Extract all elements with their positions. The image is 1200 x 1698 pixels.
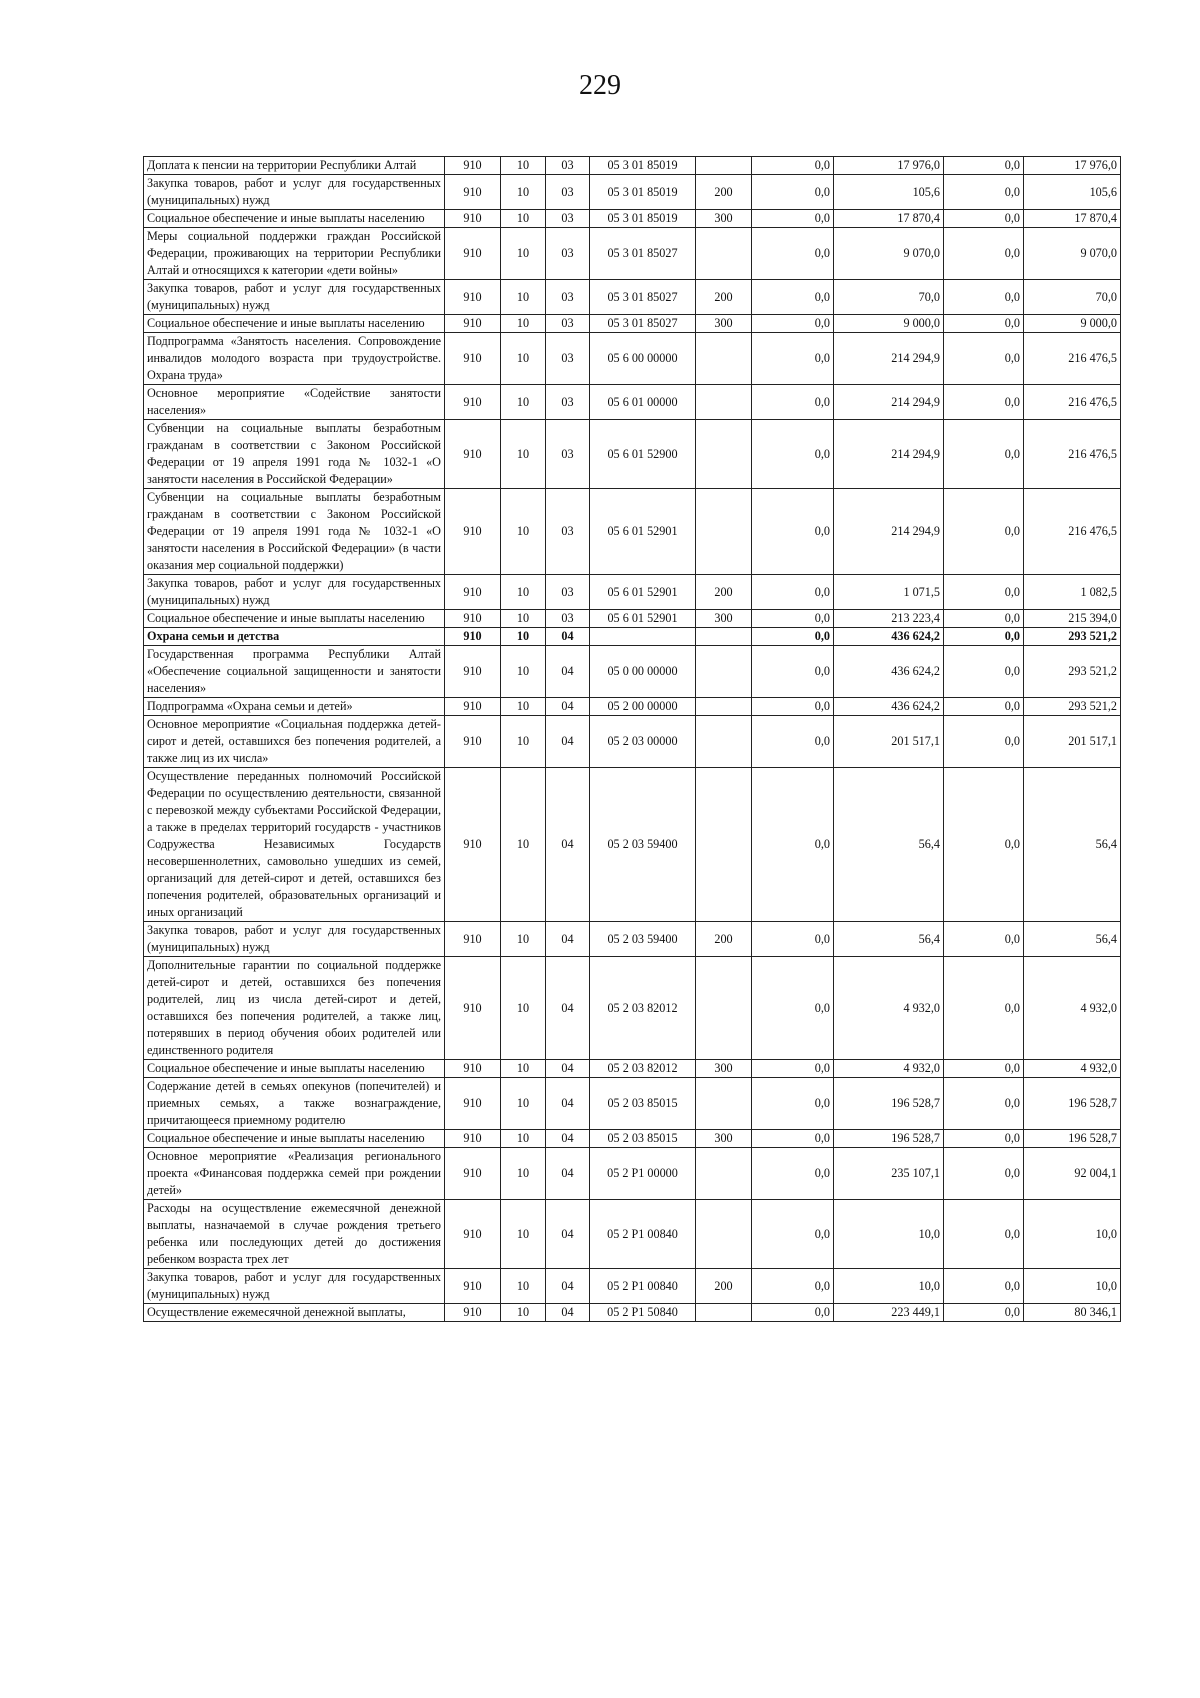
section-code-cell: 10 (501, 575, 546, 610)
section-code-cell: 10 (501, 716, 546, 768)
expense-type-cell (696, 333, 752, 385)
budget-table (143, 156, 1121, 1322)
row-name-cell: Социальное обеспечение и иные выплаты населению (144, 210, 445, 228)
amount-cell-4: 56,4 (1024, 768, 1121, 922)
subsection-code-cell: 04 (546, 1060, 590, 1078)
section-code-cell: 10 (501, 1304, 546, 1322)
ministry-code-cell: 910 (445, 1148, 501, 1200)
row-name-cell: Закупка товаров, работ и услуг для государственных (муниципальных) нужд (144, 175, 445, 210)
ministry-code-cell: 910 (445, 157, 501, 175)
amount-cell-3: 0,0 (944, 1060, 1024, 1078)
row-name-cell: Социальное обеспечение и иные выплаты населению (144, 315, 445, 333)
table-row (144, 1078, 1121, 1130)
ministry-code-cell: 910 (445, 175, 501, 210)
amount-cell-1: 0,0 (752, 646, 834, 698)
table-row (144, 210, 1121, 228)
amount-cell-4: 216 476,5 (1024, 420, 1121, 489)
row-name-cell: Доплата к пенсии на территории Республики Алтай (144, 157, 445, 175)
amount-cell-2: 105,6 (834, 175, 944, 210)
row-name-cell: Закупка товаров, работ и услуг для государственных (муниципальных) нужд (144, 575, 445, 610)
table-row (144, 1130, 1121, 1148)
row-name-cell: Государственная программа Республики Алтай «Обеспечение социальной защищенности и занятости населения» (144, 646, 445, 698)
amount-cell-2: 4 932,0 (834, 1060, 944, 1078)
amount-cell-3: 0,0 (944, 1200, 1024, 1269)
table-row (144, 1304, 1121, 1322)
ministry-code-cell: 910 (445, 1130, 501, 1148)
target-article-cell: 05 2 03 82012 (590, 957, 696, 1060)
expense-type-cell (696, 1200, 752, 1269)
subsection-code-cell: 03 (546, 315, 590, 333)
row-name-cell: Основное мероприятие «Содействие занятости населения» (144, 385, 445, 420)
ministry-code-cell: 910 (445, 489, 501, 575)
target-article-cell: 05 6 01 00000 (590, 385, 696, 420)
table-row (144, 957, 1121, 1060)
amount-cell-1: 0,0 (752, 922, 834, 957)
amount-cell-3: 0,0 (944, 1130, 1024, 1148)
amount-cell-3: 0,0 (944, 1148, 1024, 1200)
amount-cell-3: 0,0 (944, 1269, 1024, 1304)
target-article-cell: 05 0 00 00000 (590, 646, 696, 698)
table-row (144, 1200, 1121, 1269)
section-code-cell: 10 (501, 698, 546, 716)
target-article-cell: 05 2 P1 00000 (590, 1148, 696, 1200)
ministry-code-cell: 910 (445, 1078, 501, 1130)
subsection-code-cell: 04 (546, 716, 590, 768)
expense-type-cell: 300 (696, 1060, 752, 1078)
subsection-code-cell: 03 (546, 280, 590, 315)
amount-cell-1: 0,0 (752, 575, 834, 610)
amount-cell-1: 0,0 (752, 228, 834, 280)
amount-cell-3: 0,0 (944, 489, 1024, 575)
table-row (144, 1148, 1121, 1200)
section-code-cell: 10 (501, 646, 546, 698)
amount-cell-4: 215 394,0 (1024, 610, 1121, 628)
expense-type-cell (696, 489, 752, 575)
expense-type-cell: 200 (696, 280, 752, 315)
row-name-cell: Содержание детей в семьях опекунов (попечителей) и приемных семьях, а также вознаграждение, причитающееся приемному родителю (144, 1078, 445, 1130)
amount-cell-1: 0,0 (752, 489, 834, 575)
amount-cell-3: 0,0 (944, 315, 1024, 333)
amount-cell-1: 0,0 (752, 1304, 834, 1322)
ministry-code-cell: 910 (445, 210, 501, 228)
expense-type-cell (696, 628, 752, 646)
expense-type-cell: 300 (696, 610, 752, 628)
amount-cell-1: 0,0 (752, 315, 834, 333)
target-article-cell: 05 2 00 00000 (590, 698, 696, 716)
amount-cell-2: 214 294,9 (834, 385, 944, 420)
section-code-cell: 10 (501, 333, 546, 385)
table-row (144, 157, 1121, 175)
target-article-cell: 05 3 01 85019 (590, 210, 696, 228)
amount-cell-2: 436 624,2 (834, 628, 944, 646)
amount-cell-4: 4 932,0 (1024, 1060, 1121, 1078)
amount-cell-1: 0,0 (752, 1078, 834, 1130)
amount-cell-1: 0,0 (752, 1269, 834, 1304)
section-code-cell: 10 (501, 610, 546, 628)
amount-cell-2: 196 528,7 (834, 1078, 944, 1130)
target-article-cell: 05 6 01 52901 (590, 575, 696, 610)
ministry-code-cell: 910 (445, 420, 501, 489)
row-name-cell: Дополнительные гарантии по социальной поддержке детей-сирот и детей, оставшихся без попечения родителей, лиц из числа детей-сирот и детей, оставшихся без попечения родителей, а также лиц, потерявших в период обучения обоих родителей или единственного родителя (144, 957, 445, 1060)
subsection-code-cell: 03 (546, 157, 590, 175)
amount-cell-4: 56,4 (1024, 922, 1121, 957)
target-article-cell: 05 2 03 82012 (590, 1060, 696, 1078)
table-row (144, 698, 1121, 716)
amount-cell-2: 10,0 (834, 1269, 944, 1304)
expense-type-cell: 200 (696, 922, 752, 957)
target-article-cell: 05 6 00 00000 (590, 333, 696, 385)
amount-cell-2: 201 517,1 (834, 716, 944, 768)
target-article-cell: 05 2 P1 50840 (590, 1304, 696, 1322)
amount-cell-2: 17 976,0 (834, 157, 944, 175)
subsection-code-cell: 04 (546, 1148, 590, 1200)
section-code-cell: 10 (501, 1078, 546, 1130)
table-row (144, 575, 1121, 610)
amount-cell-4: 4 932,0 (1024, 957, 1121, 1060)
subsection-code-cell: 03 (546, 610, 590, 628)
row-name-cell: Меры социальной поддержки граждан Российской Федерации, проживающих на территории Республики Алтай и относящихся к категории «дети войны» (144, 228, 445, 280)
ministry-code-cell: 910 (445, 698, 501, 716)
amount-cell-3: 0,0 (944, 575, 1024, 610)
amount-cell-2: 214 294,9 (834, 333, 944, 385)
amount-cell-2: 214 294,9 (834, 489, 944, 575)
row-name-cell: Расходы на осуществление ежемесячной денежной выплаты, назначаемой в случае рождения третьего ребенка или последующих детей до достижения ребенком возраста трех лет (144, 1200, 445, 1269)
row-name-cell: Подпрограмма «Занятость населения. Сопровождение инвалидов молодого возраста при трудоустройстве. Охрана труда» (144, 333, 445, 385)
row-name-cell: Осуществление переданных полномочий Российской Федерации по осуществлению деятельности, связанной с перевозкой между субъектами Российской Федерации, а также в пределах территорий государств - участников Содружества Независимых Государств несовершеннолетних, самовольно ушедших из семей, организаций для детей-сирот и детей, оставшихся без попечения родителей, образовательных организаций и иных организаций (144, 768, 445, 922)
section-code-cell: 10 (501, 922, 546, 957)
amount-cell-1: 0,0 (752, 280, 834, 315)
row-name-cell: Социальное обеспечение и иные выплаты населению (144, 1060, 445, 1078)
ministry-code-cell: 910 (445, 385, 501, 420)
amount-cell-1: 0,0 (752, 420, 834, 489)
amount-cell-4: 216 476,5 (1024, 489, 1121, 575)
amount-cell-1: 0,0 (752, 716, 834, 768)
target-article-cell: 05 2 P1 00840 (590, 1200, 696, 1269)
target-article-cell: 05 3 01 85027 (590, 280, 696, 315)
expense-type-cell (696, 420, 752, 489)
subsection-code-cell: 04 (546, 1304, 590, 1322)
amount-cell-1: 0,0 (752, 333, 834, 385)
row-name-cell: Социальное обеспечение и иные выплаты населению (144, 610, 445, 628)
target-article-cell: 05 2 P1 00840 (590, 1269, 696, 1304)
amount-cell-3: 0,0 (944, 610, 1024, 628)
expense-type-cell (696, 228, 752, 280)
table-row (144, 385, 1121, 420)
amount-cell-2: 436 624,2 (834, 698, 944, 716)
table-row (144, 716, 1121, 768)
row-name-cell: Закупка товаров, работ и услуг для государственных (муниципальных) нужд (144, 922, 445, 957)
expense-type-cell: 300 (696, 1130, 752, 1148)
amount-cell-4: 293 521,2 (1024, 628, 1121, 646)
expense-type-cell (696, 957, 752, 1060)
subsection-code-cell: 04 (546, 957, 590, 1060)
amount-cell-4: 216 476,5 (1024, 333, 1121, 385)
expense-type-cell: 300 (696, 315, 752, 333)
amount-cell-3: 0,0 (944, 228, 1024, 280)
amount-cell-2: 56,4 (834, 922, 944, 957)
amount-cell-2: 56,4 (834, 768, 944, 922)
ministry-code-cell: 910 (445, 628, 501, 646)
amount-cell-3: 0,0 (944, 957, 1024, 1060)
amount-cell-1: 0,0 (752, 628, 834, 646)
row-name-cell: Осуществление ежемесячной денежной выплаты, (144, 1304, 445, 1322)
row-name-cell: Субвенции на социальные выплаты безработным гражданам в соответствии с Законом Российской Федерации от 19 апреля 1991 года № 1032-1 «О занятости населения в Российской Федерации» (144, 420, 445, 489)
amount-cell-3: 0,0 (944, 280, 1024, 315)
row-name-cell: Охрана семьи и детства (144, 628, 445, 646)
table-row (144, 333, 1121, 385)
amount-cell-2: 235 107,1 (834, 1148, 944, 1200)
subsection-code-cell: 04 (546, 768, 590, 922)
ministry-code-cell: 910 (445, 922, 501, 957)
amount-cell-4: 293 521,2 (1024, 698, 1121, 716)
amount-cell-2: 4 932,0 (834, 957, 944, 1060)
subsection-code-cell: 03 (546, 575, 590, 610)
amount-cell-3: 0,0 (944, 157, 1024, 175)
subsection-code-cell: 03 (546, 385, 590, 420)
row-name-cell: Закупка товаров, работ и услуг для государственных (муниципальных) нужд (144, 1269, 445, 1304)
table-row (144, 610, 1121, 628)
target-article-cell: 05 2 03 59400 (590, 922, 696, 957)
ministry-code-cell: 910 (445, 333, 501, 385)
amount-cell-3: 0,0 (944, 333, 1024, 385)
amount-cell-2: 223 449,1 (834, 1304, 944, 1322)
subsection-code-cell: 04 (546, 922, 590, 957)
section-code-cell: 10 (501, 1269, 546, 1304)
amount-cell-2: 196 528,7 (834, 1130, 944, 1148)
target-article-cell: 05 3 01 85019 (590, 157, 696, 175)
target-article-cell: 05 2 03 59400 (590, 768, 696, 922)
amount-cell-1: 0,0 (752, 1148, 834, 1200)
amount-cell-1: 0,0 (752, 1200, 834, 1269)
section-code-cell: 10 (501, 957, 546, 1060)
target-article-cell: 05 6 01 52901 (590, 489, 696, 575)
subsection-code-cell: 04 (546, 1130, 590, 1148)
table-row (144, 646, 1121, 698)
section-code-cell: 10 (501, 210, 546, 228)
section-code-cell: 10 (501, 157, 546, 175)
amount-cell-2: 70,0 (834, 280, 944, 315)
section-code-cell: 10 (501, 1200, 546, 1269)
section-code-cell: 10 (501, 228, 546, 280)
amount-cell-1: 0,0 (752, 1130, 834, 1148)
amount-cell-3: 0,0 (944, 210, 1024, 228)
amount-cell-1: 0,0 (752, 157, 834, 175)
target-article-cell: 05 6 01 52900 (590, 420, 696, 489)
amount-cell-2: 9 000,0 (834, 315, 944, 333)
amount-cell-3: 0,0 (944, 922, 1024, 957)
section-code-cell: 10 (501, 1060, 546, 1078)
amount-cell-2: 10,0 (834, 1200, 944, 1269)
amount-cell-3: 0,0 (944, 385, 1024, 420)
ministry-code-cell: 910 (445, 1060, 501, 1078)
ministry-code-cell: 910 (445, 957, 501, 1060)
target-article-cell: 05 6 01 52901 (590, 610, 696, 628)
amount-cell-1: 0,0 (752, 610, 834, 628)
amount-cell-2: 436 624,2 (834, 646, 944, 698)
section-code-cell: 10 (501, 1130, 546, 1148)
amount-cell-2: 214 294,9 (834, 420, 944, 489)
amount-cell-3: 0,0 (944, 1304, 1024, 1322)
amount-cell-4: 1 082,5 (1024, 575, 1121, 610)
ministry-code-cell: 910 (445, 768, 501, 922)
amount-cell-4: 216 476,5 (1024, 385, 1121, 420)
amount-cell-4: 10,0 (1024, 1200, 1121, 1269)
row-name-cell: Субвенции на социальные выплаты безработным гражданам в соответствии с Законом Российской Федерации от 19 апреля 1991 года № 1032-1 «О занятости населения в Российской Федерации» (в части оказания мер социальной поддержки) (144, 489, 445, 575)
target-article-cell: 05 3 01 85027 (590, 315, 696, 333)
amount-cell-4: 80 346,1 (1024, 1304, 1121, 1322)
amount-cell-1: 0,0 (752, 1060, 834, 1078)
amount-cell-4: 196 528,7 (1024, 1130, 1121, 1148)
section-code-cell: 10 (501, 175, 546, 210)
table-row (144, 228, 1121, 280)
table-row (144, 489, 1121, 575)
section-code-cell: 10 (501, 489, 546, 575)
expense-type-cell (696, 698, 752, 716)
expense-type-cell (696, 157, 752, 175)
expense-type-cell (696, 1148, 752, 1200)
subsection-code-cell: 04 (546, 698, 590, 716)
amount-cell-4: 70,0 (1024, 280, 1121, 315)
amount-cell-2: 213 223,4 (834, 610, 944, 628)
section-code-cell: 10 (501, 628, 546, 646)
row-name-cell: Закупка товаров, работ и услуг для государственных (муниципальных) нужд (144, 280, 445, 315)
amount-cell-4: 196 528,7 (1024, 1078, 1121, 1130)
amount-cell-3: 0,0 (944, 716, 1024, 768)
amount-cell-4: 105,6 (1024, 175, 1121, 210)
ministry-code-cell: 910 (445, 716, 501, 768)
row-name-cell: Социальное обеспечение и иные выплаты населению (144, 1130, 445, 1148)
page-number: 229 (579, 70, 621, 101)
row-name-cell: Основное мероприятие «Социальная поддержка детей-сирот и детей, оставшихся без попечения родителей, а также лиц из их числа» (144, 716, 445, 768)
subsection-code-cell: 03 (546, 175, 590, 210)
table-row (144, 315, 1121, 333)
amount-cell-4: 201 517,1 (1024, 716, 1121, 768)
budget-table-body (144, 157, 1121, 1322)
subsection-code-cell: 04 (546, 628, 590, 646)
expense-type-cell: 300 (696, 210, 752, 228)
section-code-cell: 10 (501, 768, 546, 922)
amount-cell-3: 0,0 (944, 628, 1024, 646)
amount-cell-1: 0,0 (752, 210, 834, 228)
ministry-code-cell: 910 (445, 315, 501, 333)
expense-type-cell (696, 646, 752, 698)
amount-cell-4: 17 976,0 (1024, 157, 1121, 175)
expense-type-cell: 200 (696, 575, 752, 610)
target-article-cell (590, 628, 696, 646)
amount-cell-3: 0,0 (944, 175, 1024, 210)
amount-cell-4: 92 004,1 (1024, 1148, 1121, 1200)
subsection-code-cell: 04 (546, 1269, 590, 1304)
subsection-code-cell: 03 (546, 210, 590, 228)
section-code-cell: 10 (501, 1148, 546, 1200)
amount-cell-3: 0,0 (944, 768, 1024, 922)
section-code-cell: 10 (501, 385, 546, 420)
ministry-code-cell: 910 (445, 1304, 501, 1322)
table-row (144, 280, 1121, 315)
table-row (144, 420, 1121, 489)
expense-type-cell (696, 716, 752, 768)
amount-cell-2: 9 070,0 (834, 228, 944, 280)
row-name-cell: Основное мероприятие «Реализация регионального проекта «Финансовая поддержка семей при рождении детей» (144, 1148, 445, 1200)
section-code-cell: 10 (501, 315, 546, 333)
amount-cell-4: 9 070,0 (1024, 228, 1121, 280)
amount-cell-3: 0,0 (944, 1078, 1024, 1130)
ministry-code-cell: 910 (445, 575, 501, 610)
amount-cell-1: 0,0 (752, 698, 834, 716)
target-article-cell: 05 2 03 85015 (590, 1130, 696, 1148)
subsection-code-cell: 03 (546, 420, 590, 489)
amount-cell-1: 0,0 (752, 175, 834, 210)
ministry-code-cell: 910 (445, 646, 501, 698)
amount-cell-1: 0,0 (752, 385, 834, 420)
subsection-code-cell: 04 (546, 1200, 590, 1269)
amount-cell-4: 17 870,4 (1024, 210, 1121, 228)
ministry-code-cell: 910 (445, 1200, 501, 1269)
amount-cell-4: 10,0 (1024, 1269, 1121, 1304)
table-row (144, 768, 1121, 922)
ministry-code-cell: 910 (445, 228, 501, 280)
expense-type-cell (696, 1078, 752, 1130)
target-article-cell: 05 3 01 85019 (590, 175, 696, 210)
subsection-code-cell: 03 (546, 333, 590, 385)
ministry-code-cell: 910 (445, 280, 501, 315)
expense-type-cell: 200 (696, 1269, 752, 1304)
amount-cell-2: 17 870,4 (834, 210, 944, 228)
amount-cell-1: 0,0 (752, 957, 834, 1060)
expense-type-cell: 200 (696, 175, 752, 210)
amount-cell-4: 293 521,2 (1024, 646, 1121, 698)
table-row (144, 175, 1121, 210)
subsection-code-cell: 04 (546, 646, 590, 698)
expense-type-cell (696, 768, 752, 922)
table-row (144, 922, 1121, 957)
expense-type-cell (696, 385, 752, 420)
target-article-cell: 05 3 01 85027 (590, 228, 696, 280)
amount-cell-3: 0,0 (944, 698, 1024, 716)
amount-cell-3: 0,0 (944, 420, 1024, 489)
target-article-cell: 05 2 03 85015 (590, 1078, 696, 1130)
amount-cell-1: 0,0 (752, 768, 834, 922)
amount-cell-3: 0,0 (944, 646, 1024, 698)
section-code-cell: 10 (501, 420, 546, 489)
row-name-cell: Подпрограмма «Охрана семьи и детей» (144, 698, 445, 716)
ministry-code-cell: 910 (445, 610, 501, 628)
subsection-code-cell: 04 (546, 1078, 590, 1130)
ministry-code-cell: 910 (445, 1269, 501, 1304)
target-article-cell: 05 2 03 00000 (590, 716, 696, 768)
subsection-code-cell: 03 (546, 228, 590, 280)
table-row (144, 628, 1121, 646)
table-row (144, 1060, 1121, 1078)
table-row (144, 1269, 1121, 1304)
expense-type-cell (696, 1304, 752, 1322)
subsection-code-cell: 03 (546, 489, 590, 575)
amount-cell-2: 1 071,5 (834, 575, 944, 610)
amount-cell-4: 9 000,0 (1024, 315, 1121, 333)
section-code-cell: 10 (501, 280, 546, 315)
